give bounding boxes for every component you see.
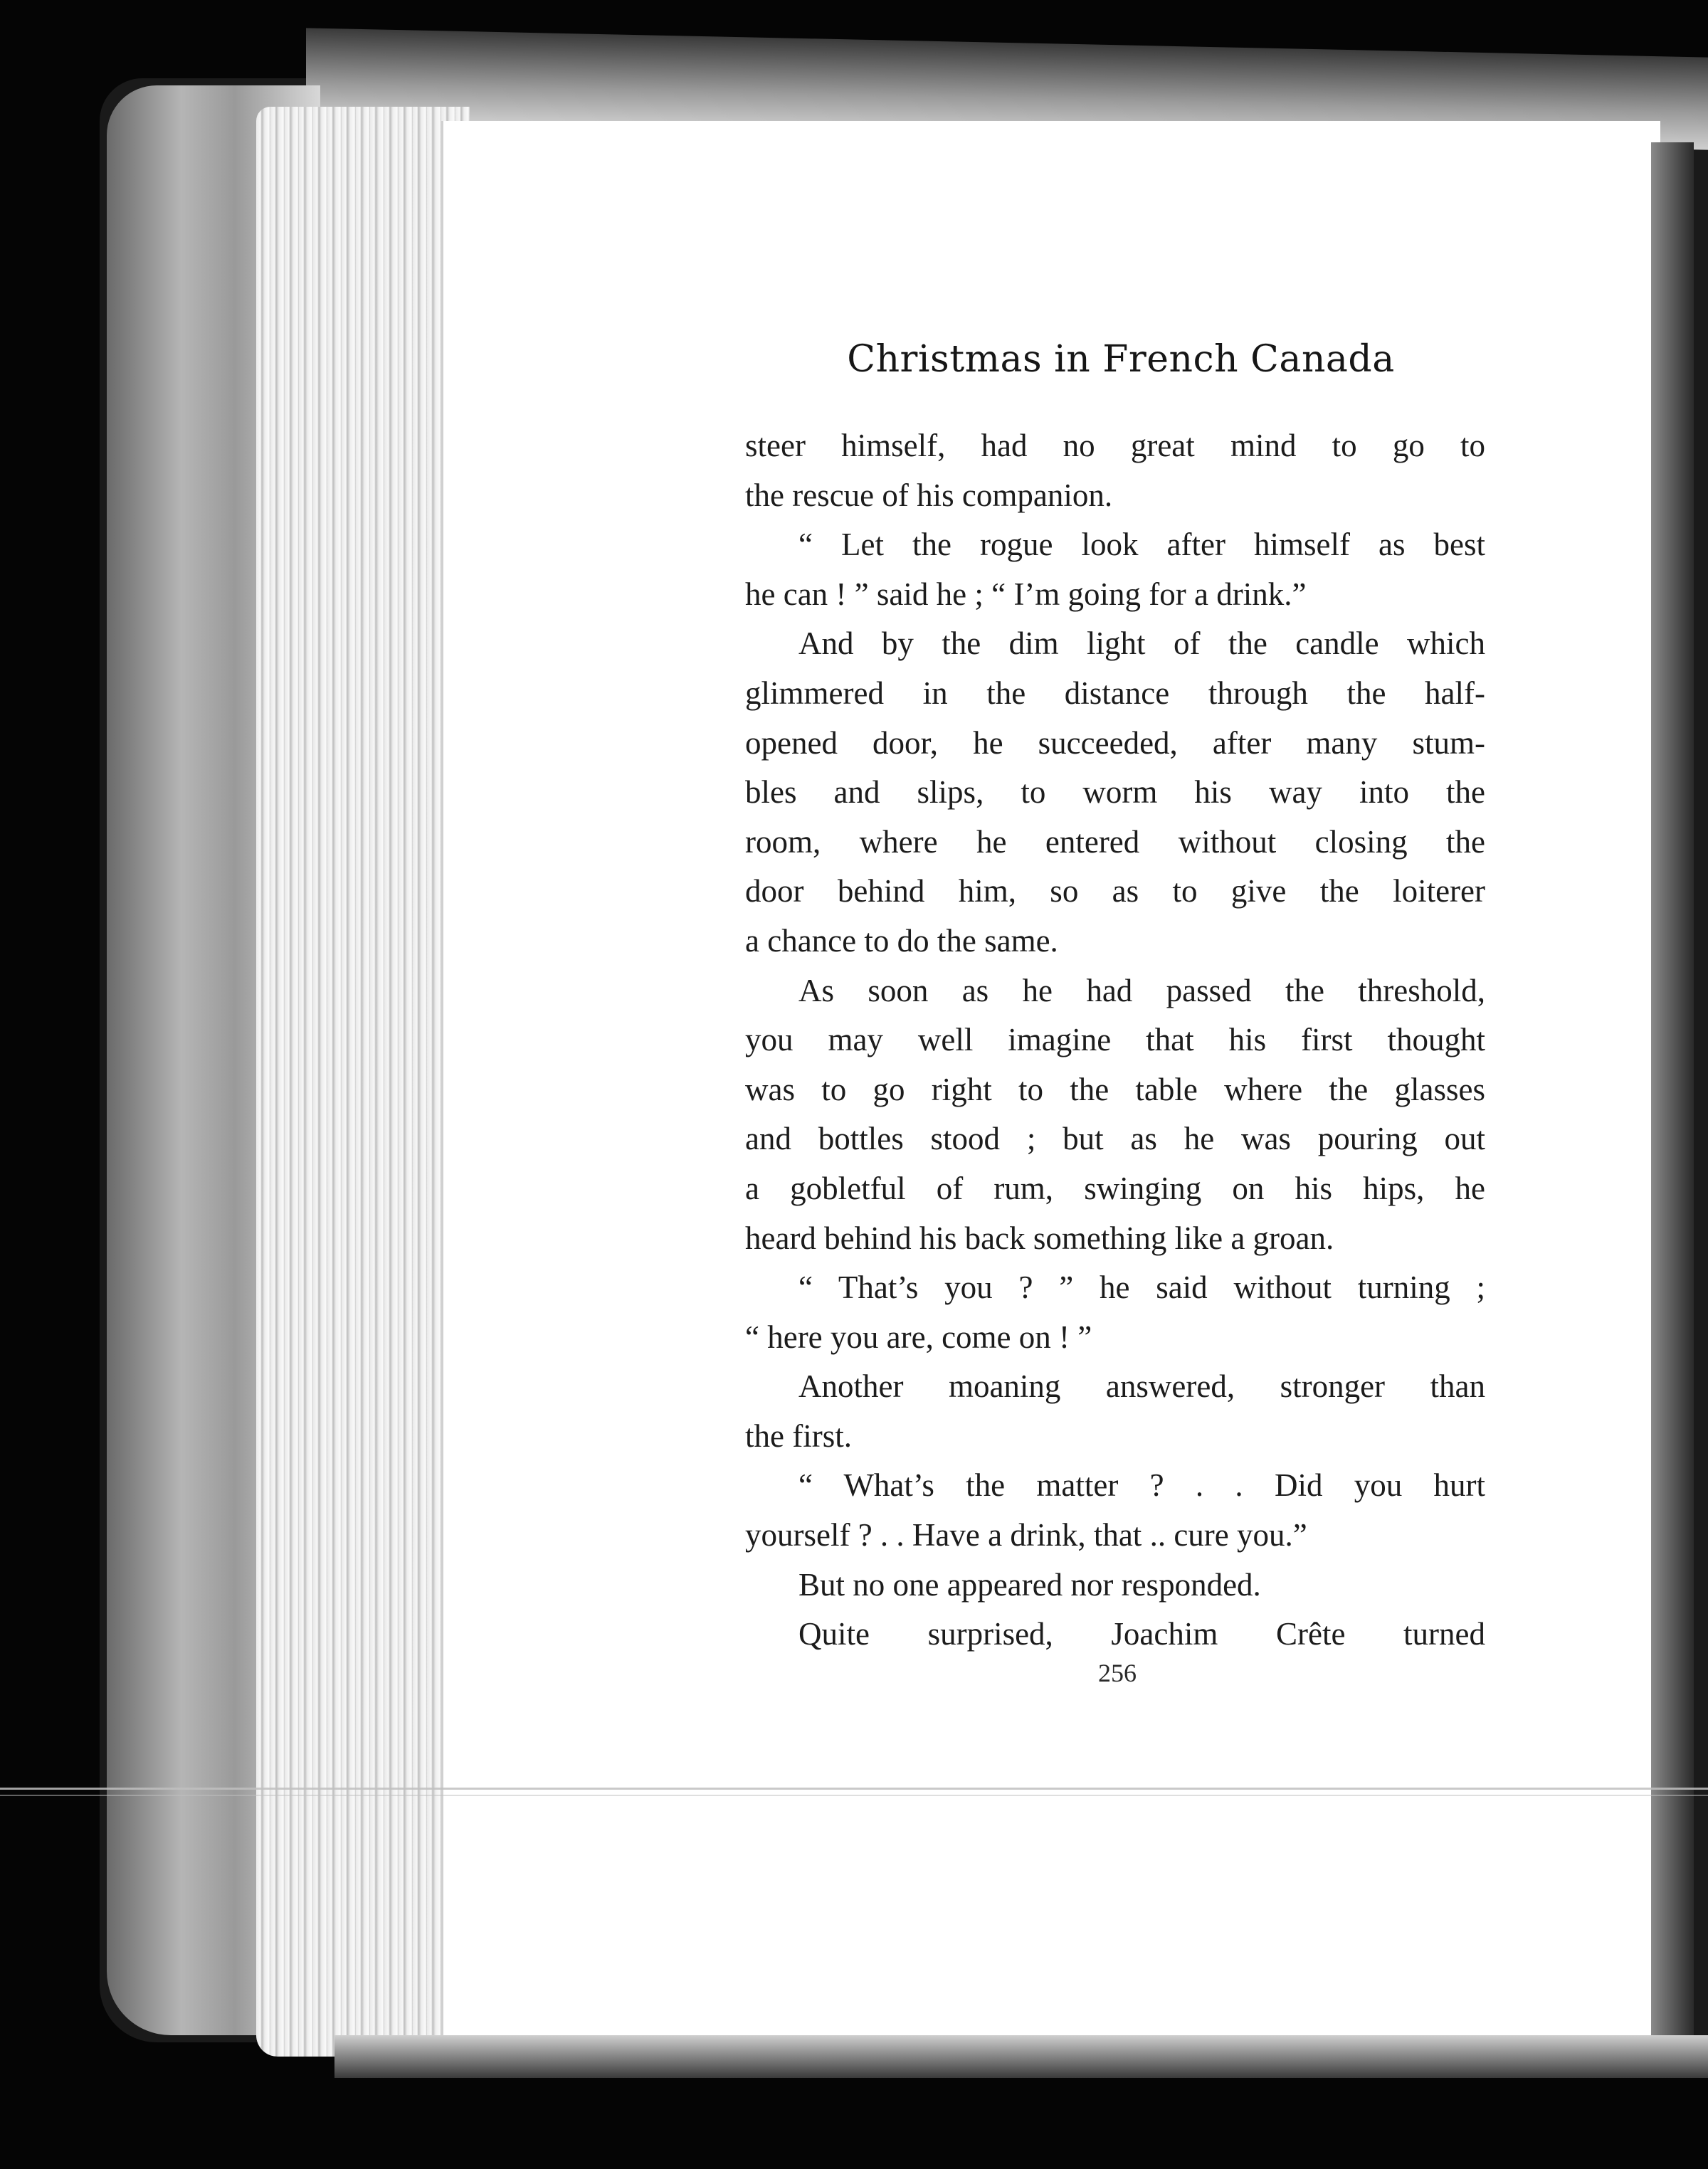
text-line: Another moaning answered, stronger than	[798, 1368, 1485, 1405]
text-line: “ Let the rogue look after himself as best	[798, 527, 1485, 563]
text-line: Quite surprised, Joachim Crête turned	[798, 1616, 1485, 1652]
text-line: the rescue of his companion.	[745, 477, 1113, 513]
text-line: opened door, he succeeded, after many stum-	[745, 724, 1485, 761]
text-line: heard behind his back something like a groan.	[745, 1220, 1334, 1256]
text-line: “ here you are, come on ! ”	[745, 1319, 1092, 1355]
text-line: a chance to do the same.	[745, 922, 1058, 959]
text-line: he can ! ” said he ; “ I’m going for a drink.”	[745, 576, 1307, 612]
text-line: As soon as he had passed the threshold,	[798, 972, 1485, 1008]
text-line: glimmered in the distance through the half-	[745, 675, 1485, 711]
gutter-shadow	[1651, 142, 1694, 2064]
text-line: bles and slips, to worm his way into the	[745, 774, 1485, 811]
text-line: a gobletful of rum, swinging on his hips, he	[745, 1170, 1485, 1206]
page-edges	[256, 107, 470, 2057]
text-line: But no one appeared nor responded.	[798, 1566, 1261, 1603]
text-line: “ What’s the matter ? . . Did you hurt	[798, 1467, 1485, 1504]
text-line: you may well imagine that his first thought	[745, 1022, 1485, 1058]
text-line: room, where he entered without closing the	[745, 823, 1485, 860]
text-line: the first.	[745, 1418, 852, 1454]
text-line: And by the dim light of the candle which	[798, 626, 1485, 662]
body-text	[745, 421, 1485, 1659]
scan-artifact-line	[0, 1788, 1708, 1790]
text-line: yourself ? . . Have a drink, that .. cure you.”	[745, 1517, 1307, 1553]
text-line: and bottles stood ; but as he was pouring out	[745, 1121, 1485, 1157]
text-line: was to go right to the table where the glasses	[745, 1071, 1485, 1107]
scan-artifact-line	[0, 1795, 1708, 1796]
running-head: Christmas in French Canada	[847, 338, 1395, 381]
text-line: steer himself, had no great mind to go to	[745, 428, 1485, 463]
text-line: door behind him, so as to give the loiterer	[745, 873, 1485, 909]
text-line: “ That’s you ? ” he said without turning ;	[798, 1270, 1485, 1306]
book-bottom-edge	[334, 2035, 1708, 2078]
page-number: 256	[1098, 1659, 1137, 1687]
